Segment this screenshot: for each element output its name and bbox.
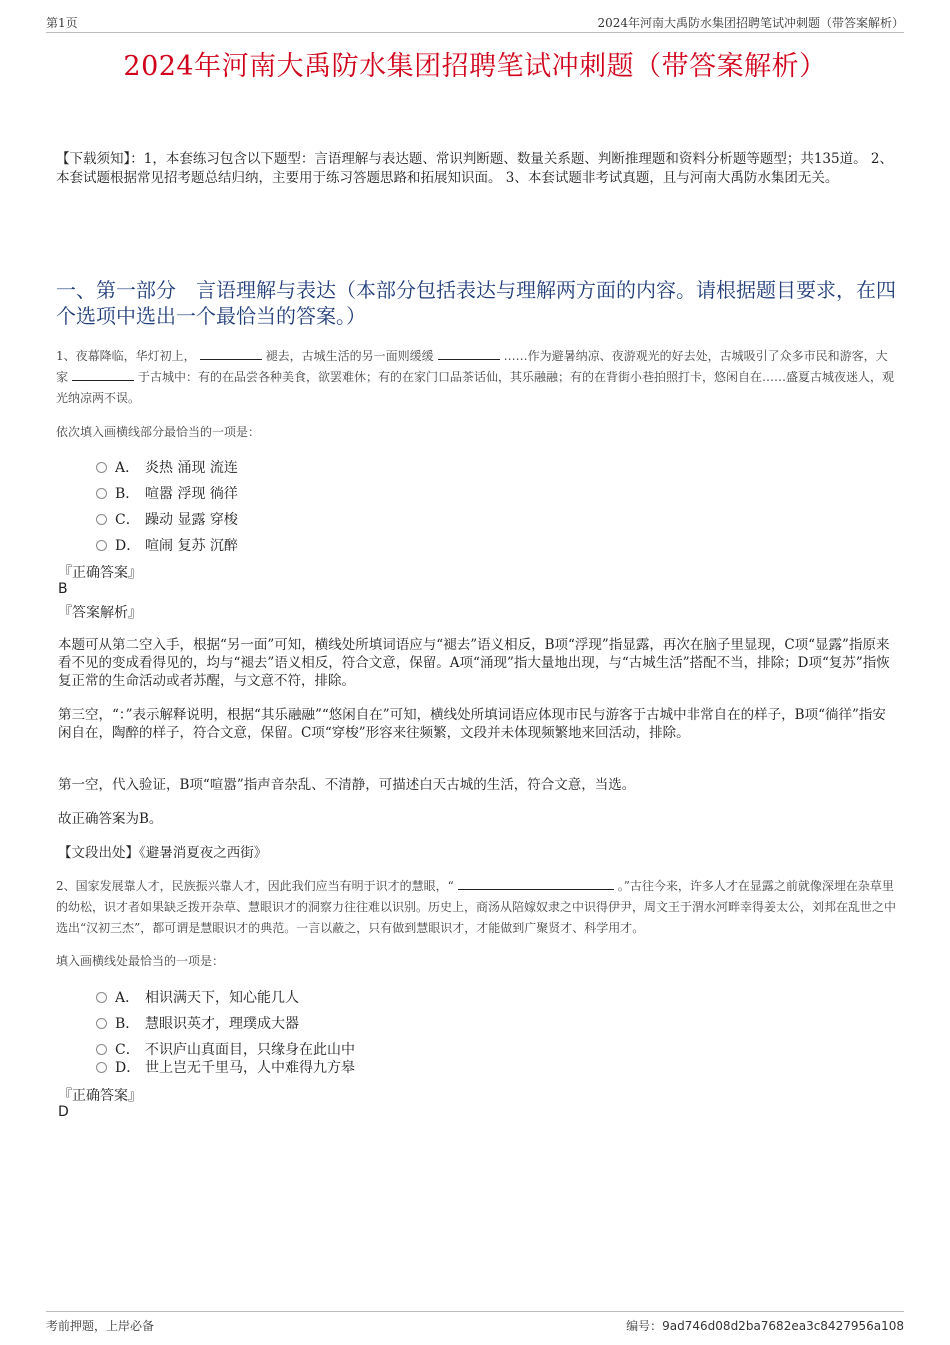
question-1-prompt: 依次填入画横线部分最恰当的一项是： (56, 425, 261, 439)
q1-analysis-p3: 第一空，代入验证，B项“喧嚣”指声音杂乱、不清静，可描述白天古城的生活，符合文意，当选。 (58, 777, 636, 793)
download-notice: 【下载须知】：1，本套练习包含以下题型：言语理解与表达题、常识判断题、数量关系题、判断推理题和资料分析题等题型；共135道。 2、本套试题根据常见招考题总结归纳，主要用于练习答题思路和拓展知识面。 3、本套试题非考试真题，且与河南大禹防水集团无关。 (56, 151, 893, 186)
page-title: 2024年河南大禹防水集团招聘笔试冲刺题（带答案解析） (123, 51, 827, 82)
radio-icon (96, 540, 107, 551)
question-2-text: 2、国家发展靠人才，民族振兴靠人才，因此我们应当有明于识才的慧眼，“ 。”古往今来，许多人才在显露之前就像深埋在杂草里的幼松，识才者如果缺乏拨开杂草、慧眼识才的洞察力往往难以识别。历史上，商汤从陪嫁奴隶之中识得伊尹，周文王于渭水河畔幸得姜太公，刘邦在乱世之中选出“汉初三杰”，都可谓是慧眼识才的典范。一言以蔽之，只有做到慧眼识才，才能做到广聚贤才、科学用才。 (56, 879, 897, 935)
q1-source: 【文段出处】《避暑消夏夜之西街》 (58, 845, 268, 861)
q2-option-c[interactable]: C． 不识庐山真面目，只缘身在此山中 (96, 1039, 355, 1059)
radio-icon (96, 1062, 107, 1073)
page-number: 第1页 (46, 16, 78, 30)
blank-2 (438, 347, 500, 360)
footer-slogan: 考前押题，上岸必备 (46, 1319, 155, 1333)
q2-answer: D (58, 1104, 69, 1120)
q1-analysis-label: 『答案解析』 (58, 605, 142, 621)
blank-q2 (458, 877, 614, 890)
q2-option-b[interactable]: B． 慧眼识英才，理璞成大器 (96, 1013, 299, 1033)
q1-option-c[interactable]: C． 躁动 显露 穿梭 (96, 509, 238, 529)
q1-answer-label: 『正确答案』 (58, 565, 142, 581)
q2-option-a[interactable]: A． 相识满天下，知心能几人 (96, 987, 299, 1007)
radio-icon (96, 462, 107, 473)
q2-answer-label: 『正确答案』 (58, 1088, 142, 1104)
q1-analysis-p2: 第三空，“：”表示解释说明，根据“其乐融融”“悠闲自在”可知，横线处所填词语应体现市民与游客于古城中非常自在的样子，B项“徜徉”指安闲自在，陶醉的样子，符合文意，保留。C项“穿梭”形容来往频繁，文段并未体现频繁地来回活动，排除。 (58, 707, 886, 741)
header-doc-title: 2024年河南大禹防水集团招聘笔试冲刺题（带答案解析） (597, 16, 904, 30)
radio-icon (96, 1018, 107, 1029)
blank-3 (72, 368, 134, 381)
radio-icon (96, 488, 107, 499)
radio-icon (96, 514, 107, 525)
q1-analysis-p4: 故正确答案为B。 (58, 811, 163, 827)
radio-icon (96, 992, 107, 1003)
question-1-text: 1、夜幕降临，华灯初上， 褪去，古城生活的另一面则缓缓 ……作为避暑纳凉、夜游观光的好去处，古城吸引了众多市民和游客，大家 于古城中：有的在品尝各种美食，欲罢难休；有的在家门口品茶话仙，其乐融融；有的在背街小巷拍照打卡，悠闲自在……盛夏古城夜迷人，观光纳凉两不误。 (56, 349, 895, 405)
q1-analysis-p1: 本题可从第二空入手，根据“另一面”可知，横线处所填词语应与“褪去”语义相反，B项“浮现”指显露，再次在脑子里显现，C项“显露”指原来看不见的变成看得见的，均与“褪去”语义相反，符合文意，保留。A项“涌现”指大量地出现，与“古城生活”搭配不当，排除；D项“复苏”指恢复正常的生命活动或者苏醒，与文意不符，排除。 (58, 637, 890, 689)
radio-icon (96, 1044, 107, 1055)
q1-answer: B (58, 581, 68, 597)
section-heading: 一、第一部分 言语理解与表达（本部分包括表达与理解两方面的内容。请根据题目要求，在四个选项中选出一个最恰当的答案。） (56, 278, 896, 328)
page-footer (46, 1311, 904, 1336)
blank-1 (200, 347, 262, 360)
q1-option-b[interactable]: B． 喧嚣 浮现 徜徉 (96, 483, 238, 503)
q1-option-d[interactable]: D． 喧闹 复苏 沉醉 (96, 535, 238, 555)
footer-code: 编号：9ad746d08d2ba7682ea3c8427956a108 (626, 1319, 904, 1333)
page-header (46, 10, 904, 33)
question-2-prompt: 填入画横线处最恰当的一项是： (56, 954, 225, 968)
q2-option-d[interactable]: D． 世上岂无千里马，人中难得九方皋 (96, 1057, 355, 1077)
q1-option-a[interactable]: A． 炎热 涌现 流连 (96, 457, 238, 477)
